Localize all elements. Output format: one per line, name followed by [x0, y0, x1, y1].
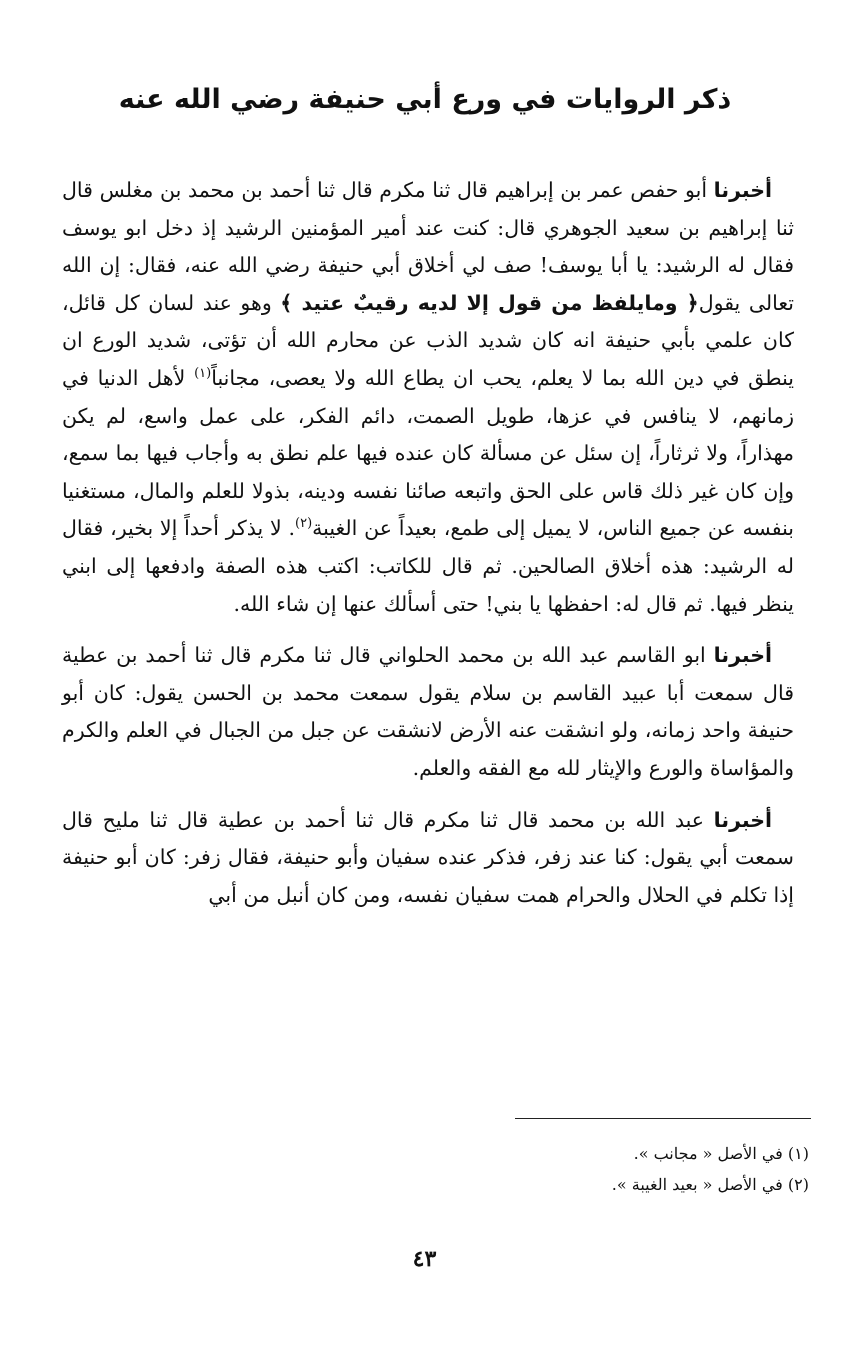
paragraph-text: وهو عند لسان كل قائل، كان علمي بأبي حنيفة انه كان شديد الذب عن محارم الله أن تؤتى، شديد الورع ان ينطق في دين الله بما لا يعلم، يحب ان يطاع الله ولا يعصى، مجانباً — [62, 290, 794, 390]
chapter-title: ذكر الروايات في ورع أبي حنيفة رضي الله عنه — [118, 84, 732, 115]
paragraph-1 — [62, 172, 794, 623]
footnote-marker-2: (٢) — [295, 516, 313, 532]
footnotes — [49, 1138, 809, 1200]
footnote-divider — [515, 1118, 811, 1119]
paragraph-lead: أخبرنا — [713, 178, 772, 202]
paragraph-text: . لا يذكر أحداً إلا بخير، فقال له الرشيد: هذه أخلاق الصالحين. ثم قال للكاتب: اكتب هذه الصفة وادفعها إلى ابني ينظر فيها. ثم قال له: احفظها يا بني! حتى أسألك عنها إن شاء الله. — [62, 516, 794, 616]
paragraph-lead: أخبرنا — [713, 643, 772, 668]
paragraph-text: عبد الله بن محمد قال ثنا مكرم قال ثنا أحمد بن عطية قال ثنا مليح قال سمعت أبي يقول: كنا عند زفر، فذكر عنده سفيان وأبو حنيفة، فقال زفر: كان أبو حنيفة إذا تكلم في الحلال والحرام همت سفيان نفسه، ومن كان أنبل من أبي — [62, 807, 794, 907]
paragraph-text: ابو القاسم عبد الله بن محمد الحلواني قال ثنا مكرم قال ثنا أحمد بن عطية قال سمعت أبا عبيد القاسم بن سلام يقول سمعت محمد بن الحسن يقول: كان أبو حنيفة واحد زمانه، ولو انشقت عنه الأرض لانشقت عن جبل من الجبال في العلم والكرم والمؤاساة والورع والإيثار لله مع الفقه والعلم. — [62, 643, 794, 780]
page-number: ٤٣ — [412, 1246, 437, 1272]
footnote-2: (٢) في الأصل « بعيد الغيبة ». — [611, 1175, 809, 1194]
footnote-marker-1: (١) — [194, 366, 212, 382]
footnote-1: (١) في الأصل « مجانب ». — [633, 1144, 809, 1163]
paragraph-3 — [62, 802, 794, 915]
paragraph-text: أبو حفص عمر بن إبراهيم قال ثنا مكرم قال ثنا أحمد بن محمد بن مغلس قال ثنا إبراهيم بن سعيد الجوهري قال: كنت عند أمير المؤمنين الرشيد إذ دخل ابو يوسف فقال له الرشيد: يا أبا يوسف! صف لي أخلاق أبي حنيفة رضي الله عنه، فقال: إن الله تعالى يقول — [62, 178, 794, 315]
paragraph-2 — [62, 637, 794, 787]
paragraph-lead: أخبرنا — [713, 807, 772, 832]
paragraph-text: لأهل الدنيا في زمانهم، لا ينافس في عزها، طويل الصمت، دائم الفكر، على عمل واسع، لم يكن مهذاراً، ولا ثرثاراً، إن سئل عن مسألة كان عنده فيها علم نطق به وأجاب فيها بما سمع، وإن كان غير ذلك قاس على الحق واتبعه صائنا نفسه ودينه، بذولا للعلم والمال، مستغنيا بنفسه عن جميع الناس، لا يميل إلى طمع، بعيداً عن الغيبة — [62, 365, 794, 541]
main-text — [62, 172, 794, 928]
quran-verse: ﴿ ومايلفظ من قول إلا لديه رقيبٌ عتيد ﴾ — [280, 290, 699, 315]
